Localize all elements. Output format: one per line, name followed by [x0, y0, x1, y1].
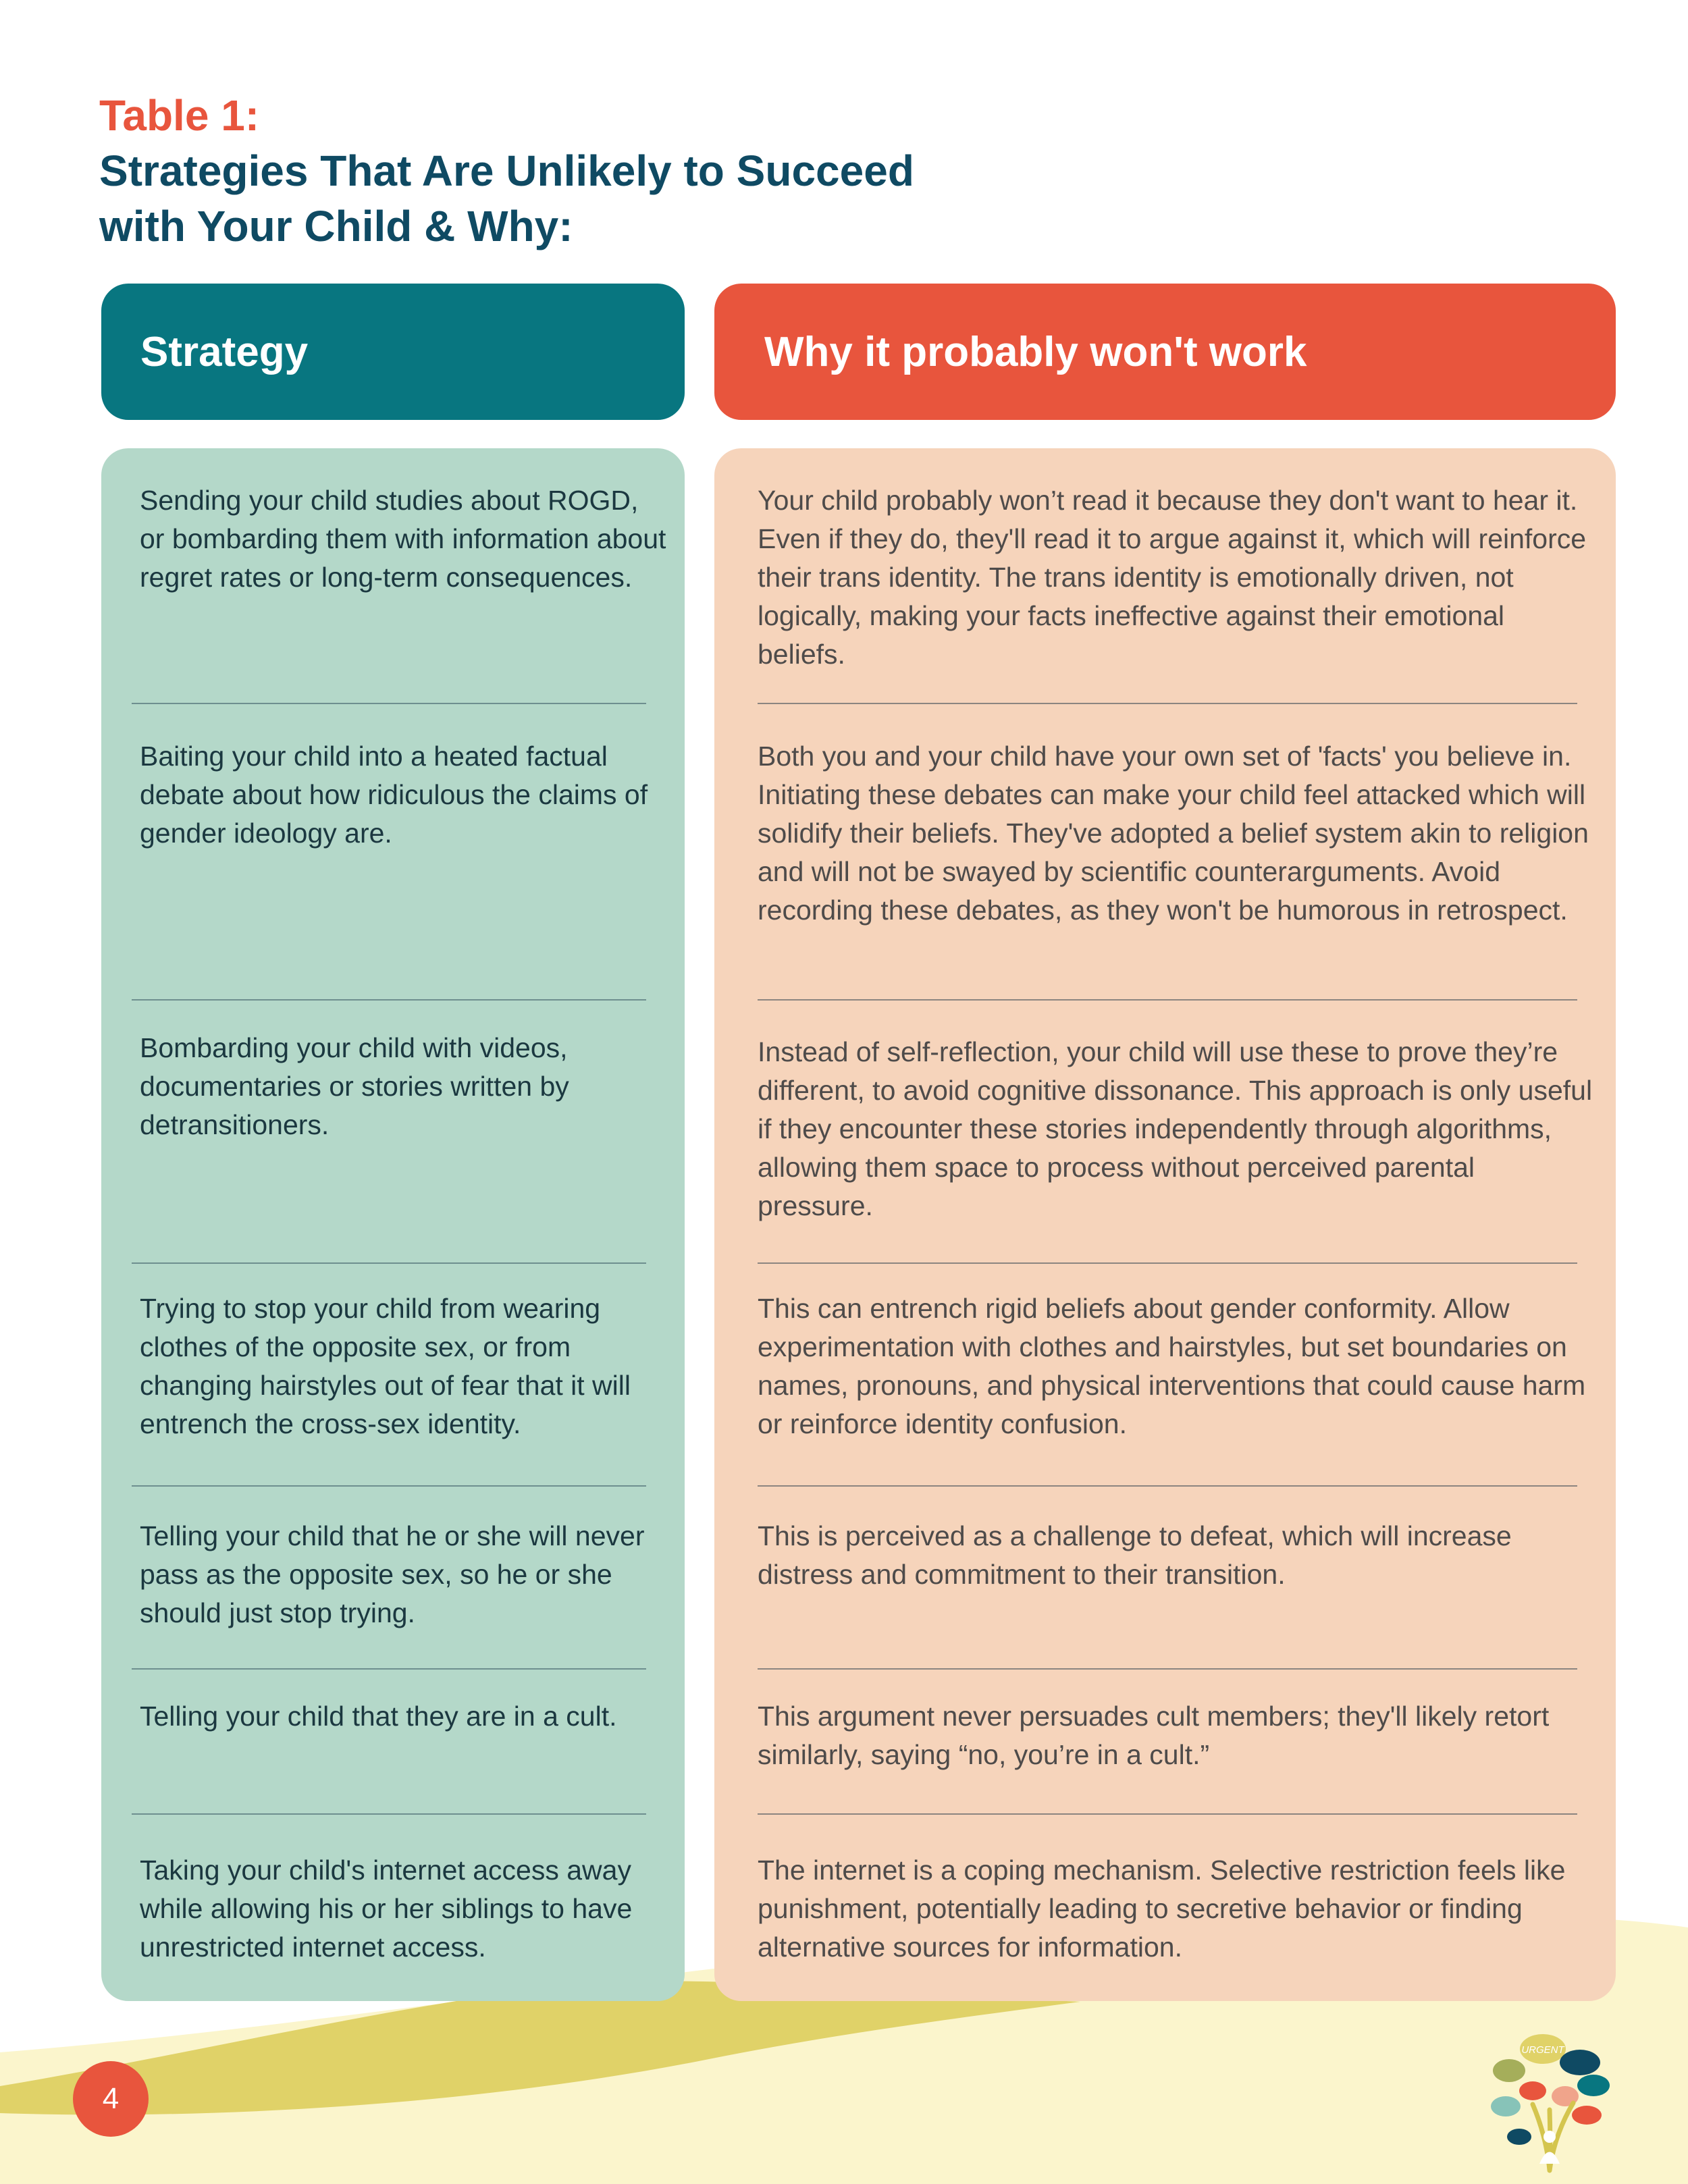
why-cell: Instead of self-reflection, your child will use these to prove they’re different, to avoid cognitive dissonance. This approach is only useful if they encounter these stories independently through algorithms, allowing them space to process without perceived parental pressure.: [758, 1036, 1593, 1221]
why-cell: The internet is a coping mechanism. Selective restriction feels like punishment, potentially leading to secretive behavior or finding alternative sources for information.: [758, 1855, 1566, 1963]
why-cell: Your child probably won’t read it because they don't want to hear it. Even if they do, they'll read it to argue against it, which will reinforce their trans identity. The trans identity is emotionally driven, not logically, making your facts ineffective against their emotional beliefs.: [758, 485, 1587, 670]
row-divider: [758, 1668, 1577, 1670]
why-cell: Both you and your child have your own set of 'facts' you believe in. Initiating these debates can make your child feel attacked which will solidify their beliefs. They've adopted a belief system akin to religion and will not be swayed by scientific counterarguments. Avoid recording these debates, as they won't be humorous in retrospect.: [758, 741, 1589, 926]
strategy-cell: Bombarding your child with videos, documentaries or stories written by detransitioners.: [140, 1032, 569, 1140]
table-title: [99, 88, 914, 254]
strategy-cell: Telling your child that they are in a cult.: [140, 1701, 617, 1732]
logo-figure-body: [1539, 2152, 1560, 2164]
strategy-column-header: [101, 284, 685, 420]
row-divider: [132, 1668, 646, 1670]
row-divider: [132, 1485, 646, 1487]
table-title-line-1: Strategies That Are Unlikely to Succeed: [99, 147, 914, 195]
why-cell: This can entrench rigid beliefs about gender conformity. Allow experimentation with clothes and hairstyles, but set boundaries on names, pronouns, and physical interventions that could cause harm or reinforce identity confusion.: [758, 1293, 1586, 1439]
logo-bubble: [1493, 2059, 1525, 2082]
row-divider: [758, 1262, 1577, 1264]
strategy-cell: Sending your child studies about ROGD, or bombarding them with information about regret rates or long-term consequences.: [140, 485, 666, 593]
table-title-line-2: with Your Child & Why:: [99, 202, 573, 250]
row-divider: [132, 1813, 646, 1815]
page-number-badge: [73, 2061, 149, 2137]
row-divider: [758, 1485, 1577, 1487]
strategy-column-panel: [101, 448, 685, 2001]
why-header-label: Why it probably won't work: [764, 328, 1307, 375]
logo-bubble: [1507, 2129, 1531, 2145]
strategy-cell: Trying to stop your child from wearing clothes of the opposite sex, or from changing hairstyles out of fear that it will entrench the cross-sex identity.: [140, 1293, 631, 1439]
row-divider: [758, 1813, 1577, 1815]
logo-figure-head: [1544, 2131, 1556, 2143]
page-number: 4: [102, 2082, 120, 2115]
why-column-header: [714, 284, 1616, 420]
urgent-logo: [1485, 2029, 1620, 2174]
row-divider: [758, 703, 1577, 704]
logo-bubble: [1572, 2106, 1602, 2125]
strategy-header-label: Strategy: [140, 328, 309, 375]
row-divider: [132, 703, 646, 704]
logo-bubble: [1577, 2075, 1610, 2096]
strategy-cell: Taking your child's internet access away while allowing his or her siblings to have unrestricted internet access.: [140, 1855, 633, 1963]
strategy-cell: Baiting your child into a heated factual debate about how ridiculous the claims of gender ideology are.: [140, 741, 648, 849]
logo-urgent-text: URGENT: [1521, 2044, 1564, 2056]
logo-bubble: [1560, 2050, 1600, 2075]
why-cell: This is perceived as a challenge to defeat, which will increase distress and commitment to their transition.: [758, 1520, 1512, 1590]
strategy-cell: Telling your child that he or she will never pass as the opposite sex, so he or she should just stop trying.: [140, 1520, 645, 1628]
table-number: Table 1:: [99, 91, 260, 140]
logo-bubble: [1519, 2081, 1546, 2100]
logo-bubble: [1491, 2096, 1521, 2116]
row-divider: [132, 999, 646, 1001]
why-cell: This argument never persuades cult members; they'll likely retort similarly, saying “no, you’re in a cult.”: [758, 1701, 1550, 1770]
row-divider: [758, 999, 1577, 1001]
row-divider: [132, 1262, 646, 1264]
